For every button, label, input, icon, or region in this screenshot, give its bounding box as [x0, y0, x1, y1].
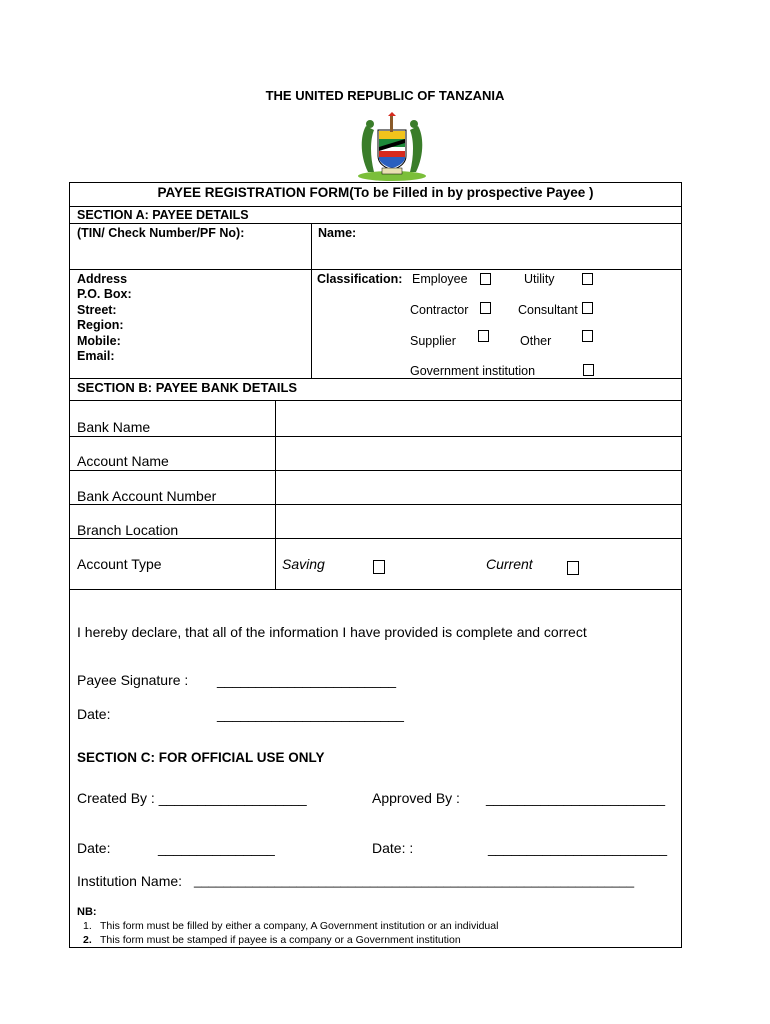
account-name-label: Account Name [77, 453, 169, 469]
divider [311, 269, 312, 379]
utility-checkbox[interactable] [582, 273, 593, 285]
created-date-line[interactable]: _______________ [158, 840, 275, 856]
email-label: Email: [77, 349, 115, 363]
approved-by-line[interactable]: _______________________ [486, 790, 666, 806]
tin-label: (TIN/ Check Number/PF No): [77, 226, 245, 240]
divider [69, 206, 682, 207]
approved-date-line[interactable]: _______________________ [488, 840, 668, 856]
declaration-date-line[interactable]: ________________________ [217, 706, 404, 722]
utility-label: Utility [524, 272, 555, 286]
approved-by-label: Approved By : [372, 790, 460, 806]
contractor-label: Contractor [410, 303, 469, 317]
street-label: Street: [77, 303, 117, 317]
divider [69, 400, 682, 401]
country-heading: THE UNITED REPUBLIC OF TANZANIA [265, 88, 505, 103]
government-checkbox[interactable] [583, 364, 594, 376]
form-title: PAYEE REGISTRATION FORM(To be Filled in by prospective Payee ) [157, 185, 594, 200]
account-type-label: Account Type [77, 556, 162, 572]
note-number: 2. [83, 934, 92, 946]
institution-name-line[interactable]: ____________________________________________________________ [194, 873, 635, 888]
consultant-checkbox[interactable] [582, 302, 593, 314]
divider [69, 269, 682, 270]
saving-checkbox[interactable] [373, 560, 385, 574]
other-checkbox[interactable] [582, 330, 593, 342]
address-label: Address [77, 272, 128, 286]
section-a-heading: SECTION A: PAYEE DETAILS [77, 208, 249, 222]
note-text: This form must be filled by either a company, A Government institution or an individual [100, 920, 499, 932]
notes-heading: NB: [77, 906, 97, 918]
declaration-text: I hereby declare, that all of the information I have provided is complete and correct [77, 624, 587, 640]
divider [69, 538, 682, 539]
region-label: Region: [77, 318, 124, 332]
section-c-heading: SECTION C: FOR OFFICIAL USE ONLY [77, 750, 325, 765]
divider [69, 436, 682, 437]
other-label: Other [520, 334, 552, 348]
current-checkbox[interactable] [567, 561, 579, 575]
coat-of-arms-emblem [352, 112, 432, 182]
bank-name-label: Bank Name [77, 419, 151, 435]
branch-location-label: Branch Location [77, 522, 179, 538]
employee-label: Employee [412, 272, 468, 286]
consultant-label: Consultant [518, 303, 578, 317]
created-date-label: Date: [77, 840, 111, 856]
divider [69, 589, 682, 590]
divider [311, 223, 312, 269]
government-label: Government institution [410, 364, 536, 378]
note-number: 1. [83, 920, 92, 932]
created-by-field[interactable]: Created By : ___________________ [77, 790, 307, 806]
signature-label: Payee Signature : [77, 672, 189, 688]
divider [69, 504, 682, 505]
bank-account-number-label: Bank Account Number [77, 488, 217, 504]
note-text: This form must be stamped if payee is a company or a Government institution [100, 934, 461, 946]
signature-line[interactable]: _______________________ [217, 672, 397, 688]
name-label: Name: [318, 226, 357, 240]
supplier-label: Supplier [410, 334, 456, 348]
approved-date-label: Date: : [372, 840, 414, 856]
po-box-label: P.O. Box: [77, 287, 132, 301]
contractor-checkbox[interactable] [480, 302, 491, 314]
supplier-checkbox[interactable] [478, 330, 489, 342]
employee-checkbox[interactable] [480, 273, 491, 285]
current-label: Current [486, 556, 533, 572]
saving-label: Saving [282, 556, 325, 572]
section-b-heading: SECTION B: PAYEE BANK DETAILS [77, 380, 298, 395]
mobile-label: Mobile: [77, 334, 121, 348]
declaration-date-label: Date: [77, 706, 111, 722]
divider [69, 223, 682, 224]
divider [69, 378, 682, 379]
divider [69, 470, 682, 471]
institution-name-label: Institution Name: [77, 873, 183, 889]
classification-label: Classification: [317, 272, 403, 286]
divider [275, 400, 276, 589]
